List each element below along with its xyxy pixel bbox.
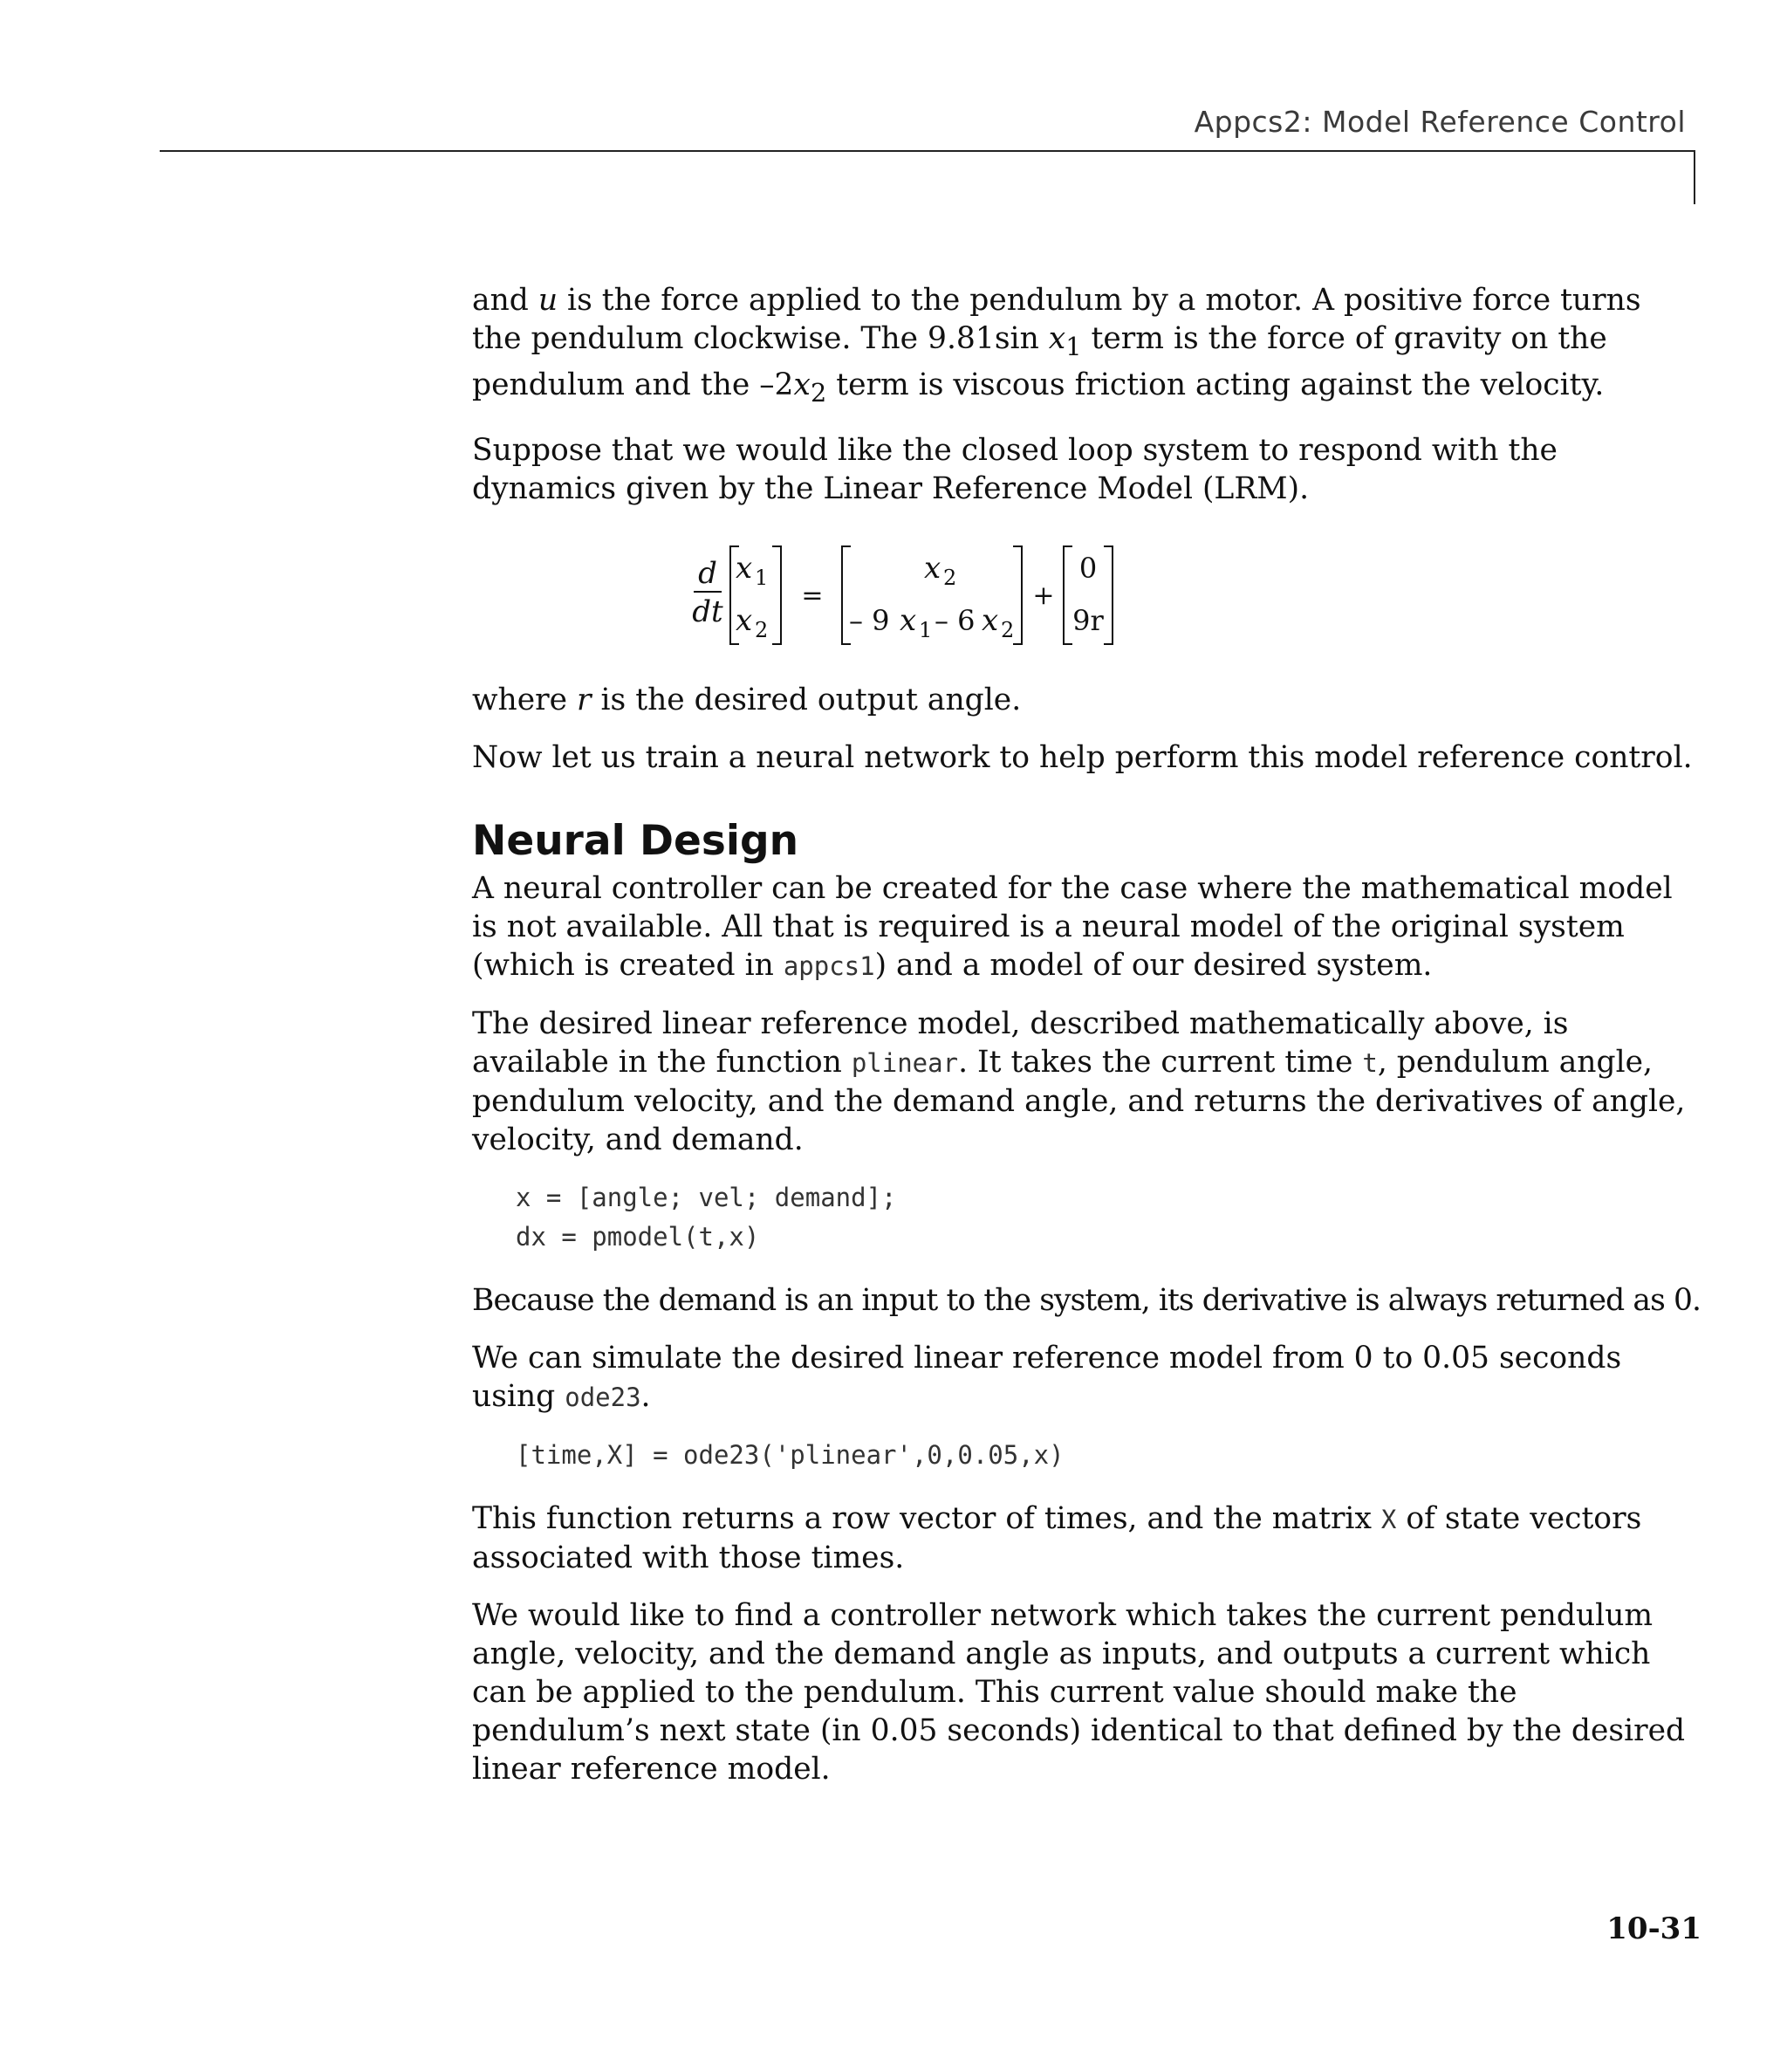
eq-mid-x1: x (900, 602, 917, 638)
code-line: dx = pmodel(t,x) (516, 1221, 760, 1252)
eq-plus: + (1032, 580, 1055, 611)
lrm-equation (472, 536, 1633, 667)
eq-mid-x1-sub: 1 (919, 617, 933, 642)
paragraph-where-r (472, 681, 1633, 719)
eq-d-numerator: d (698, 555, 717, 591)
inline-code: X (1380, 1504, 1397, 1534)
eq-mid-x2b-sub: 2 (1001, 617, 1015, 642)
text-line: is not available. All that is required is a neural model of the original system (472, 909, 1625, 944)
text-run: pendulum and the –2 (472, 367, 794, 402)
text-line: can be applied to the pendulum. This current value should make the (472, 1674, 1517, 1710)
text-line: The desired linear reference model, described mathematically above, is (472, 1005, 1569, 1041)
eq-mid-coef-6: – 6 (935, 603, 976, 637)
text-line (472, 681, 1633, 719)
eq-lhs-x2-sub: 2 (755, 617, 769, 642)
inline-code: appcs1 (783, 950, 875, 981)
code-block-pmodel (516, 1178, 1633, 1257)
eq-mid-x2: x (924, 550, 941, 586)
text-line: We can simulate the desired linear reference model from 0 to 0.05 seconds (472, 1340, 1622, 1376)
text-line: angle, velocity, and the demand angle as inputs, and outputs a current which (472, 1636, 1651, 1671)
text-line: linear reference model. (472, 1751, 831, 1787)
eq-equals: = (801, 580, 824, 611)
text-run: This function returns a row vector of times, and the matrix (472, 1500, 1381, 1536)
text-run: , pendulum angle, (1377, 1044, 1653, 1080)
text-line: dynamics given by the Linear Reference Model (LRM). (472, 470, 1310, 506)
text-line: Suppose that we would like the closed loop system to respond with the (472, 432, 1558, 468)
text-run: the pendulum clockwise. The 9.81sin (472, 321, 1049, 356)
text-line (472, 281, 1641, 319)
paragraph-neural-controller (472, 869, 1673, 985)
text-line: Because the demand is an input to the system, its derivative is always returned as 0. (472, 1282, 1701, 1318)
paragraph-train-intro (472, 738, 1693, 777)
eq-lhs-right-bracket (772, 546, 781, 644)
text-run: where (472, 682, 578, 717)
paragraph-force-description (472, 281, 1641, 412)
text-line (472, 366, 1633, 412)
text-run: . (640, 1378, 651, 1414)
eq-mid-x2-sub: 2 (943, 565, 957, 590)
text-run: term is the force of gravity on the (1081, 321, 1607, 356)
text-line: Now let us train a neural network to help perform this model reference control. (472, 739, 1693, 775)
inline-code: ode23 (565, 1382, 641, 1412)
text-run: using (472, 1378, 565, 1414)
text-run: term is viscous friction acting against the velocity. (826, 367, 1605, 402)
code-line: x = [angle; vel; demand]; (516, 1182, 897, 1212)
eq-rhs-zero: 0 (1078, 551, 1098, 585)
text-run: (which is created in (472, 947, 784, 983)
inline-code: plinear (851, 1047, 959, 1078)
inline-code: t (1362, 1047, 1378, 1078)
paragraph-plinear (472, 1005, 1686, 1159)
text-line: associated with those times. (472, 1540, 905, 1575)
paragraph-lrm-intro (472, 431, 1633, 508)
header-rule (160, 150, 1695, 152)
math-var-x: x (793, 367, 811, 402)
text-line (472, 1043, 1653, 1082)
code-block-ode23 (516, 1436, 1633, 1475)
eq-mid-right-bracket (1013, 546, 1022, 644)
paragraph-demand-derivative (472, 1281, 1701, 1320)
text-line (472, 1377, 1633, 1417)
text-line: velocity, and demand. (472, 1122, 804, 1157)
code-line: [time,X] = ode23('plinear',0,0.05,x) (516, 1439, 1065, 1470)
body-content (472, 281, 1701, 1808)
paragraph-simulate (472, 1339, 1633, 1417)
text-line: pendulum’s next state (in 0.05 seconds) identical to that defined by the desired (472, 1712, 1686, 1748)
text-line (472, 1499, 1642, 1539)
text-line (472, 319, 1633, 366)
math-var-x: x (1048, 321, 1066, 356)
text-run: and (472, 283, 538, 318)
text-line: We would like to find a controller network which takes the current pendulum (472, 1597, 1653, 1633)
page-number: 10-31 (1606, 1911, 1701, 1946)
text-run: of state vectors (1396, 1500, 1642, 1536)
math-var-r: r (577, 682, 592, 717)
eq-dt-denominator: dt (692, 593, 723, 629)
paragraph-row-vector (472, 1499, 1642, 1577)
text-run: is the desired output angle. (591, 682, 1022, 717)
text-run: is the force applied to the pendulum by a motor. A positive force turns (558, 283, 1641, 318)
text-line: pendulum velocity, and the demand angle, and returns the derivatives of angle, (472, 1083, 1686, 1119)
text-line (472, 946, 1633, 985)
text-run: ) and a model of our desired system. (874, 947, 1433, 983)
eq-lhs-x2: x (736, 602, 753, 638)
eq-rhs-left-bracket (1064, 546, 1072, 644)
eq-lhs-x1-sub: 1 (755, 565, 769, 590)
math-subscript: 1 (1065, 331, 1082, 361)
running-head: Appcs2: Model Reference Control (1194, 105, 1686, 139)
eq-lhs-x1: x (736, 550, 753, 586)
eq-mid-coef-9: – 9 (849, 603, 890, 637)
section-heading: Neural Design (472, 816, 799, 865)
math-var-u: u (537, 283, 558, 318)
eq-rhs-right-bracket (1104, 546, 1113, 644)
eq-rhs-9r: 9r (1072, 603, 1104, 637)
equation-graphic (472, 536, 1104, 667)
header-rule-tick (1694, 150, 1695, 204)
text-run: available in the function (472, 1044, 852, 1080)
math-subscript: 2 (810, 377, 827, 408)
text-run: . It takes the current time (958, 1044, 1363, 1080)
paragraph-controller-network (472, 1596, 1686, 1788)
text-line: A neural controller can be created for the case where the mathematical model (472, 870, 1673, 906)
eq-mid-x2b: x (982, 602, 999, 638)
